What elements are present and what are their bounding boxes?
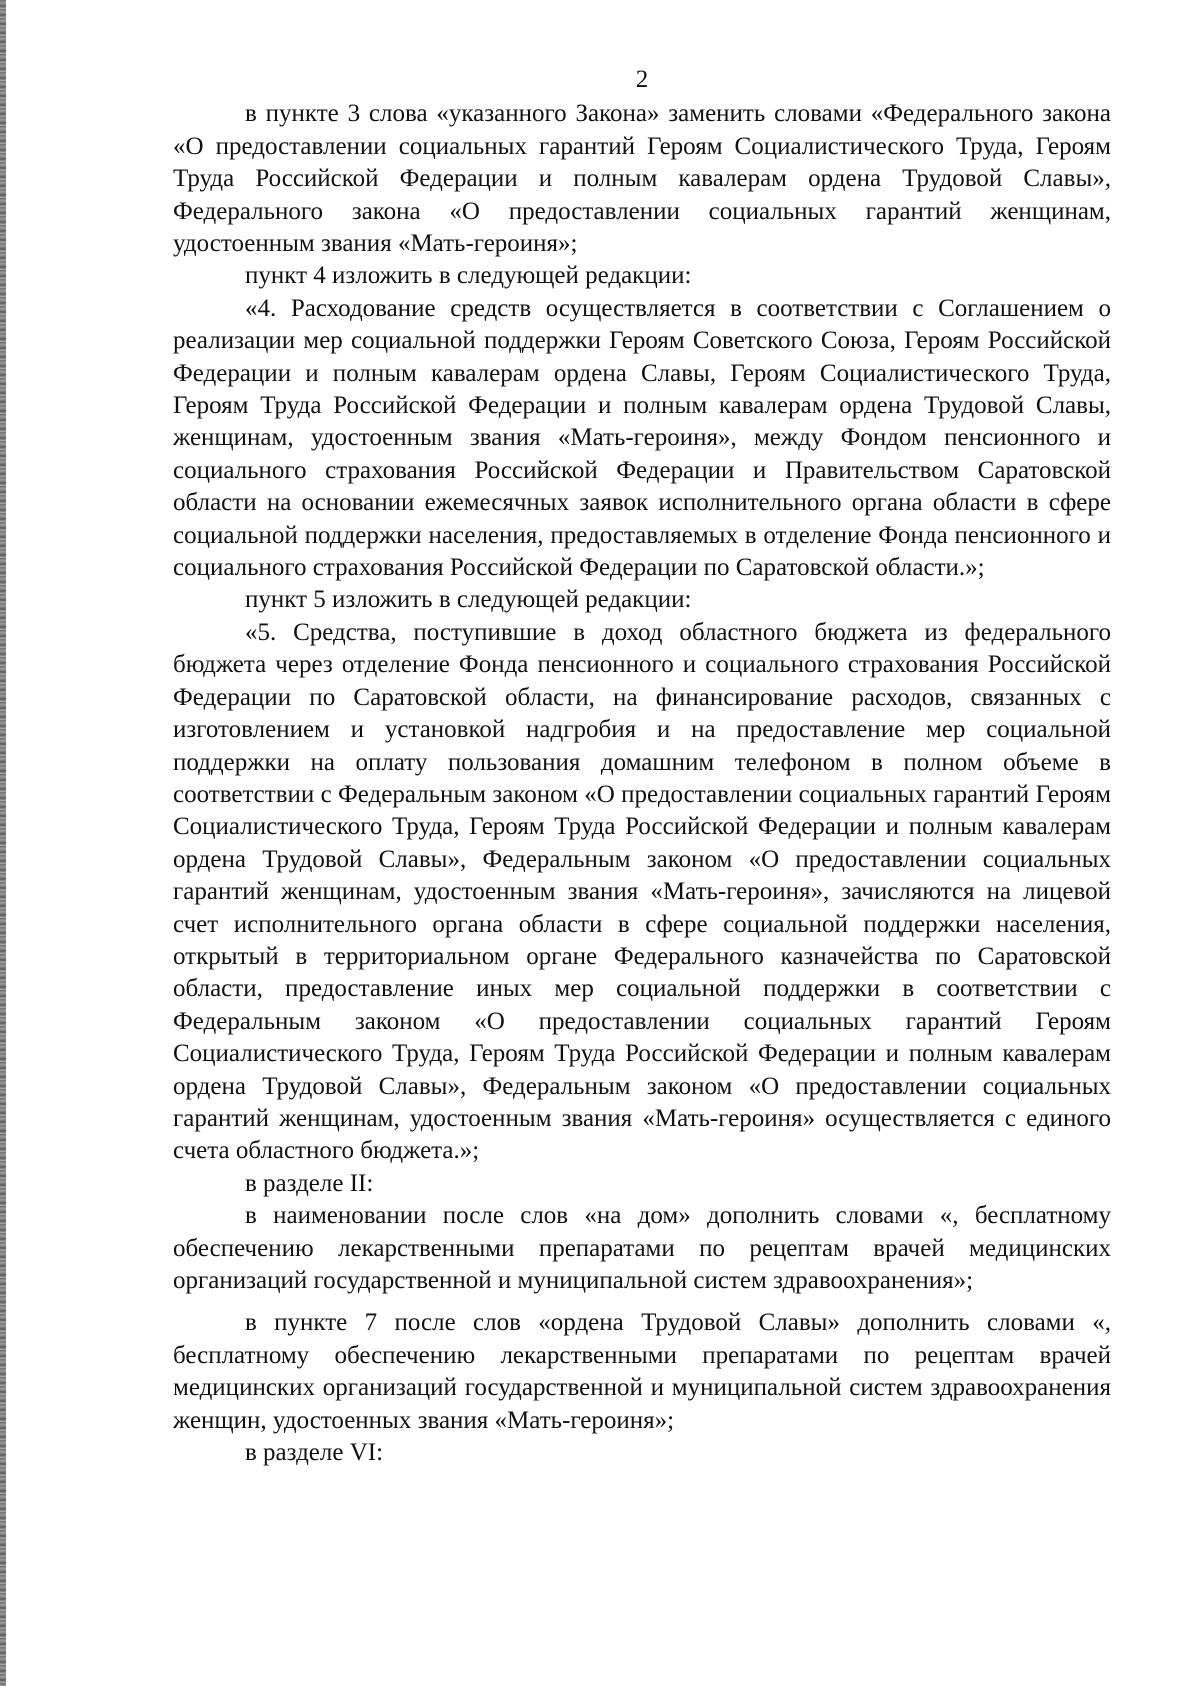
paragraph-section-2-name: в наименовании после слов «на дом» дополнить словами «, бесплатному обеспечению лекарственными препаратами по рецептам врачей медицинских организаций государственной и муниципальной систем здравоохранения»; xyxy=(173,1202,1111,1295)
paragraph-section-2-heading: в разделе II: xyxy=(245,1169,374,1197)
paragraph-punkt-3: в пункте 3 слова «указанного Закона» заменить словами «Федерального закона «О предоставлении социальных гарантий Героям Социалистического Труда, Героям Труда Российской Федерации и полным кавалерам ордена Трудовой Славы», Федерального закона «О предоставлении социальных гарантий женщинам, удостоенным звания «Мать-героиня»; xyxy=(173,100,1111,258)
paragraph-punkt-7: в пункте 7 после слов «ордена Трудовой Славы» дополнить словами «, бесплатному обеспечению лекарственными препаратами по рецептам врачей медицинских организаций государственной и муниципальной систем здравоохранения женщин, удостоенных звания «Мать-героиня»; xyxy=(173,1309,1111,1434)
paragraph-punkt-4-text: «4. Расходование средств осуществляется в соответствии с Соглашением о реализации мер социальной поддержки Героям Советского Союза, Героям Российской Федерации и полным кавалерам ордена Славы, Героям Социалистического Труда, Героям Труда Российской Федерации и полным кавалерам ордена Трудовой Славы, женщинам, удостоенным звания «Мать-героиня», между Фондом пенсионного и социального страхования Российской Федерации и Правительством Саратовской области на основании ежемесячных заявок исполнительного органа области в сфере социальной поддержки населения, предоставляемых в отделение Фонда пенсионного и социального страхования Российской Федерации по Саратовской области.»; xyxy=(173,294,1111,582)
scan-edge-artifact xyxy=(0,0,6,1686)
paragraph-punkt-4-intro: пункт 4 изложить в следующей редакции: xyxy=(245,262,692,290)
page-number: 2 xyxy=(635,66,649,93)
document-page xyxy=(173,64,1111,1469)
paragraph-section-6-heading: в разделе VI: xyxy=(245,1439,384,1467)
paragraph-punkt-5-intro: пункт 5 изложить в следующей редакции: xyxy=(245,586,692,614)
paragraph-punkt-5-text: «5. Средства, поступившие в доход областного бюджета из федерального бюджета через отделение Фонда пенсионного и социального страхования Российской Федерации по Саратовской области, на финансирование расходов, связанных с изготовлением и установкой надгробия и на предоставление мер социальной поддержки на оплату пользования домашним телефоном в полном объеме в соответствии с Федеральным законом «О предоставлении социальных гарантий Героям Социалистического Труда, Героям Труда Российской Федерации и полным кавалерам ордена Трудовой Славы», Федеральным законом «О предоставлении социальных гарантий женщинам, удостоенным звания «Мать-героиня», зачисляются на лицевой счет исполнительного органа области в сфере социальной поддержки населения, открытый в территориальном органе Федерального казначейства по Саратовской области, предоставление иных мер социальной поддержки в соответствии с Федеральным законом «О предоставлении социальных гарантий Героям Социалистического Труда, Героям Труда Российской Федерации и полным кавалерам ордена Трудовой Славы», Федеральным законом «О предоставлении социальных гарантий женщинам, удостоенным звания «Мать-героиня» осуществляется с единого счета областного бюджета.»; xyxy=(173,618,1111,1165)
